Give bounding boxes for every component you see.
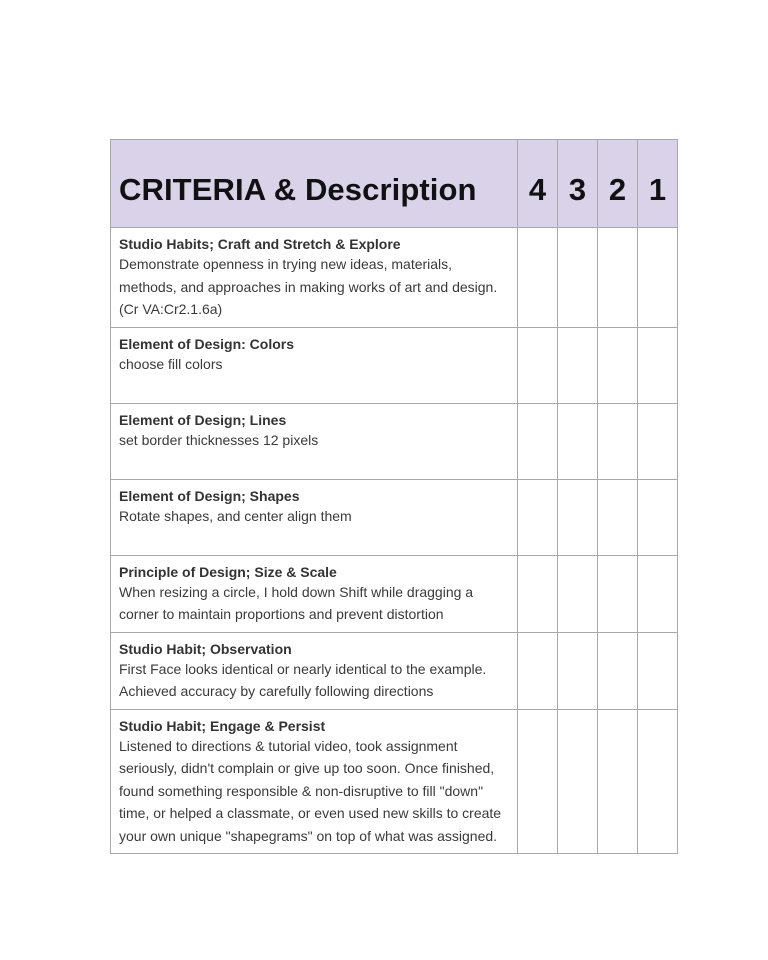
criteria-description: choose fill colors xyxy=(119,355,223,372)
score-cell-3[interactable] xyxy=(558,403,598,479)
score-cell-3[interactable] xyxy=(558,479,598,555)
criteria-title: Studio Habits; Craft and Stretch & Explore xyxy=(119,236,401,252)
criteria-header: CRITERIA & Description xyxy=(111,140,518,228)
criteria-cell xyxy=(111,632,518,709)
score-cell-2[interactable] xyxy=(598,228,638,328)
criteria-cell xyxy=(111,403,518,479)
score-cell-4[interactable] xyxy=(518,479,558,555)
criteria-cell xyxy=(111,228,518,328)
score-header-1: 1 xyxy=(638,140,678,228)
criteria-row xyxy=(111,327,678,403)
criteria-description: First Face looks identical or nearly identical to the example. Achieved accuracy by carefully following directions xyxy=(119,660,487,699)
criteria-cell xyxy=(111,327,518,403)
score-cell-2[interactable] xyxy=(598,632,638,709)
criteria-title: Element of Design; Shapes xyxy=(119,487,300,504)
score-cell-3[interactable] xyxy=(558,632,598,709)
criteria-title: Studio Habit; Engage & Persist xyxy=(119,717,326,734)
criteria-row xyxy=(111,228,678,328)
score-cell-1[interactable] xyxy=(638,228,678,328)
rubric-header-row xyxy=(111,140,678,228)
score-cell-3[interactable] xyxy=(558,555,598,632)
score-cell-4[interactable] xyxy=(518,403,558,479)
score-cell-1[interactable] xyxy=(638,327,678,403)
criteria-title: Element of Design; Lines xyxy=(119,411,287,428)
score-cell-1[interactable] xyxy=(638,403,678,479)
criteria-cell xyxy=(111,709,518,854)
score-header-4: 4 xyxy=(518,140,558,228)
score-cell-2[interactable] xyxy=(598,403,638,479)
criteria-row xyxy=(111,403,678,479)
criteria-cell xyxy=(111,479,518,555)
criteria-row xyxy=(111,479,678,555)
score-header-2: 2 xyxy=(598,140,638,228)
score-cell-4[interactable] xyxy=(518,327,558,403)
score-cell-3[interactable] xyxy=(558,709,598,854)
rubric-table xyxy=(110,139,678,854)
criteria-title: Principle of Design; Size & Scale xyxy=(119,563,337,580)
criteria-row xyxy=(111,555,678,632)
score-cell-2[interactable] xyxy=(598,479,638,555)
criteria-description: Rotate shapes, and center align them xyxy=(119,507,352,524)
score-header-3: 3 xyxy=(558,140,598,228)
score-cell-1[interactable] xyxy=(638,632,678,709)
score-cell-1[interactable] xyxy=(638,555,678,632)
score-cell-4[interactable] xyxy=(518,555,558,632)
criteria-row xyxy=(111,709,678,854)
score-cell-3[interactable] xyxy=(558,228,598,328)
score-cell-4[interactable] xyxy=(518,632,558,709)
score-cell-4[interactable] xyxy=(518,709,558,854)
criteria-title: Element of Design: Colors xyxy=(119,335,295,352)
score-cell-2[interactable] xyxy=(598,709,638,854)
criteria-description: Listened to directions & tutorial video, took assignment seriously, didn't complain or give up too soon. Once finished, found something responsible & non-disruptive to fill "down" time, or helped a classmate, or even used new skills to create your own unique "shapegrams" on top of what was assigned. xyxy=(119,737,502,844)
criteria-title: Studio Habit; Observation xyxy=(119,640,292,657)
score-cell-3[interactable] xyxy=(558,327,598,403)
criteria-cell xyxy=(111,555,518,632)
score-cell-4[interactable] xyxy=(518,228,558,328)
score-cell-2[interactable] xyxy=(598,327,638,403)
criteria-description: set border thicknesses 12 pixels xyxy=(119,431,319,448)
score-cell-1[interactable] xyxy=(638,479,678,555)
score-cell-1[interactable] xyxy=(638,709,678,854)
criteria-row xyxy=(111,632,678,709)
score-cell-2[interactable] xyxy=(598,555,638,632)
criteria-description: When resizing a circle, I hold down Shift while dragging a corner to maintain proportions and prevent distortion xyxy=(119,583,474,622)
criteria-description: Demonstrate openness in trying new ideas, materials, methods, and approaches in making works of art and design. (Cr VA:Cr2.1.6a) xyxy=(119,256,498,317)
